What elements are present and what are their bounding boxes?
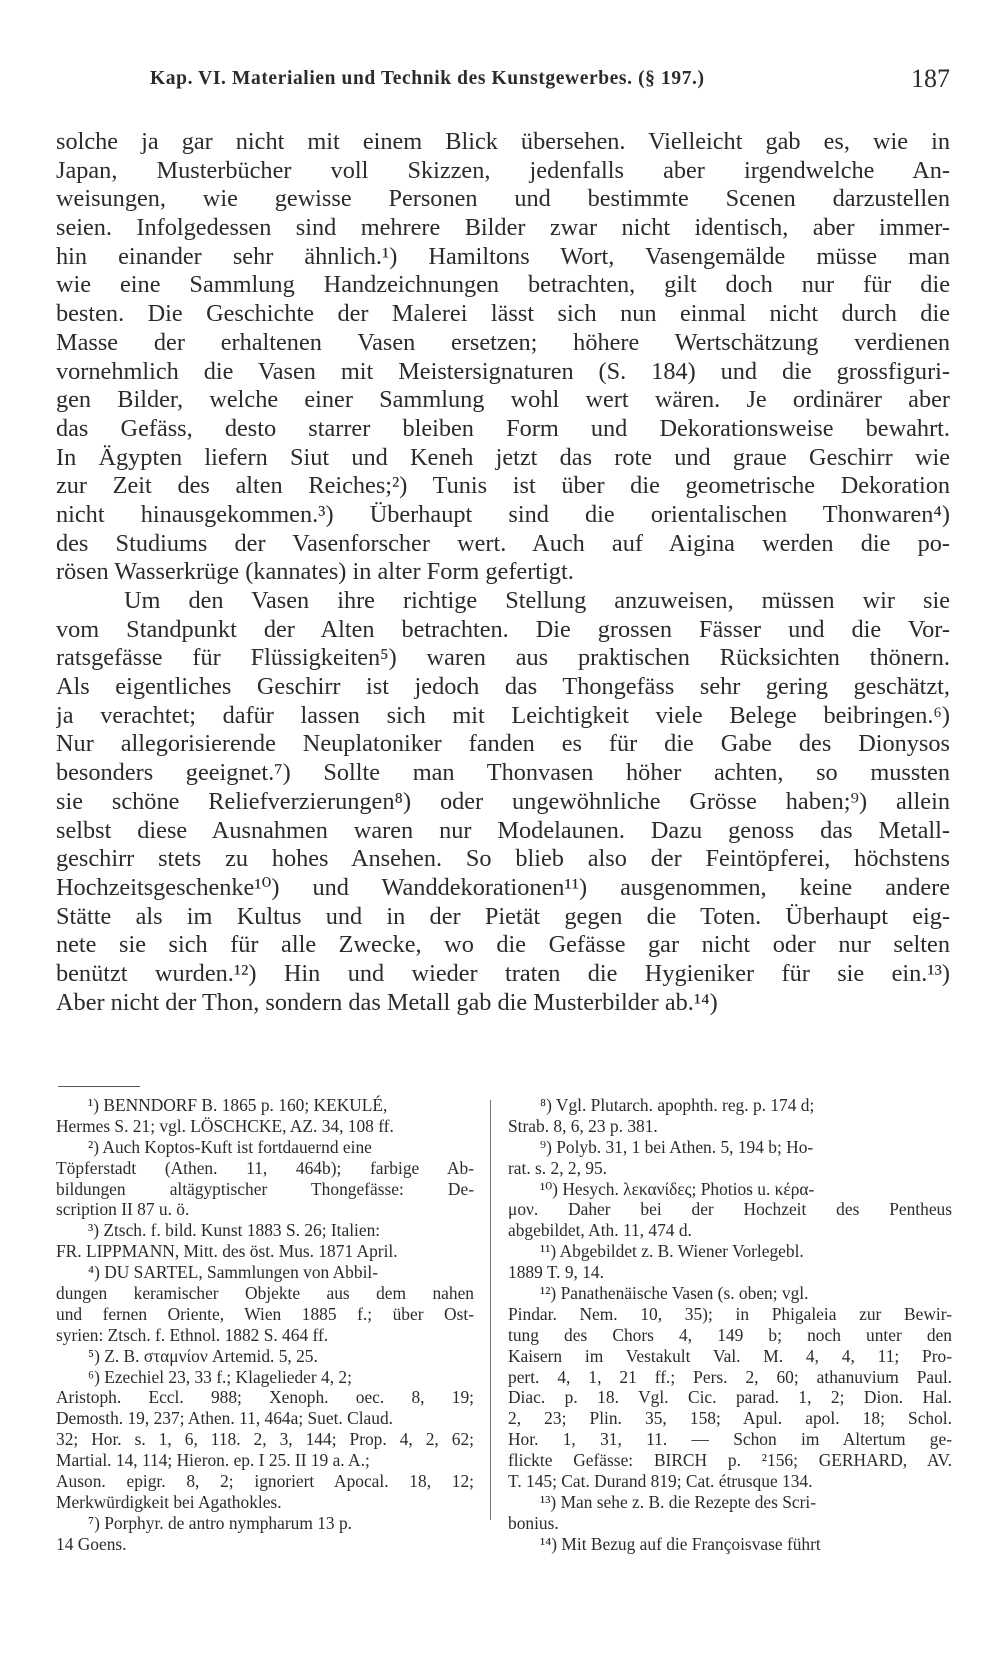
- footnote-line: Auson. epigr. 8, 2; ignoriert Apocal. 18, 12;: [56, 1471, 474, 1492]
- footnote-line: und fernen Oriente, Wien 1885 f.; über Ost-: [56, 1303, 474, 1324]
- text-line: nete sie sich für alle Zwecke, wo die Gefässe gar nicht oder nur selten: [56, 931, 950, 959]
- footnote-line: ⁹) Polyb. 31, 1 bei Athen. 5, 194 b; Ho-: [540, 1136, 814, 1157]
- footnote-line: ⁵) Z. B. σταμνίον Artemid. 5, 25.: [88, 1345, 318, 1366]
- text-line: Hochzeitsgeschenke¹⁰) und Wanddekorationen¹¹) ausgenommen, keine andere: [56, 873, 950, 901]
- footnote-line: ²) Auch Koptos-Kuft ist fortdauernd eine: [88, 1136, 372, 1157]
- footnote-line: bildungen altägyptischer Thongefässe: De-: [56, 1178, 474, 1199]
- running-header: [150, 64, 950, 96]
- footnote-line: Töpferstadt (Athen. 11, 464b); farbige Ab-: [56, 1157, 474, 1178]
- footnote-line: rat. s. 2, 2, 95.: [508, 1157, 608, 1178]
- footnote-line: Martial. 14, 114; Hieron. ep. I 25. II 19 a. A.;: [56, 1450, 370, 1471]
- text-line: des Studiums der Vasenforscher wert. Auch auf Aigina werden die po-: [56, 529, 950, 557]
- text-line: hin einander sehr ähnlich.¹) Hamiltons Wort, Vasengemälde müsse man: [56, 242, 950, 270]
- footnote-line: μον. Daher bei der Hochzeit des Pentheus: [508, 1199, 952, 1220]
- footnote-line: pert. 4, 1, 21 ff.; Pers. 2, 60; athanuvium Paul.: [508, 1366, 952, 1387]
- text-line: ratsgefässe für Flüssigkeiten⁵) waren aus praktischen Rücksichten thönern.: [56, 644, 950, 672]
- text-line: gen Bilder, welche einer Sammlung wohl wert wären. Je ordinärer aber: [56, 386, 950, 414]
- footnote-line: dungen keramischer Objekte aus dem nahen: [56, 1283, 474, 1304]
- text-line: Stätte als im Kultus und in der Pietät gegen die Toten. Überhaupt eig-: [56, 902, 950, 930]
- footnote-line: ⁸) Vgl. Plutarch. apophth. reg. p. 174 d;: [540, 1095, 815, 1115]
- footnote-line: 1889 T. 9, 14.: [508, 1262, 604, 1283]
- main-text: [56, 128, 950, 1017]
- text-line: besten. Die Geschichte der Malerei lässt sich nun einmal nicht durch die: [56, 300, 950, 328]
- footnote-line: Pindar. Nem. 10, 35); in Phigaleia zur Bewir-: [508, 1303, 952, 1324]
- footnote-line: ¹³) Man sehe z. B. die Rezepte des Scri-: [540, 1491, 817, 1512]
- text-line: wie eine Sammlung Handzeichnungen betrachten, gilt doch nur für die: [56, 271, 950, 299]
- footnote-line: scription II 87 u. ö.: [56, 1199, 190, 1220]
- text-line: Um den Vasen ihre richtige Stellung anzuweisen, müssen wir sie: [124, 587, 950, 614]
- text-line: rösen Wasserkrüge (kannates) in alter Form gefertigt.: [56, 558, 574, 586]
- footnote-line: Aristoph. Eccl. 988; Xenoph. oec. 8, 19;: [56, 1387, 474, 1408]
- footnote-line: Diac. p. 18. Vgl. Cic. parad. 1, 2; Dion. Hal.: [508, 1387, 952, 1408]
- text-line: selbst diese Ausnahmen waren nur Modelaunen. Dazu genoss das Metall-: [56, 816, 950, 844]
- footnote-line: T. 145; Cat. Durand 819; Cat. étrusque 134.: [508, 1471, 813, 1492]
- text-line: zur Zeit des alten Reiches;²) Tunis ist über die geometrische Dekoration: [56, 472, 950, 500]
- text-line: vom Standpunkt der Alten betrachten. Die grossen Fässer und die Vor-: [56, 615, 950, 643]
- footnote-line: ⁷) Porphyr. de antro nympharum 13 p.: [88, 1512, 352, 1533]
- text-line: In Ägypten liefern Siut und Keneh jetzt das rote und graue Geschirr wie: [56, 443, 950, 471]
- footnote-line: ¹⁰) Hesych. λεκανίδες; Photios u. κέρα-: [540, 1178, 815, 1199]
- text-line: seien. Infolgedessen sind mehrere Bilder zwar nicht identisch, aber immer-: [56, 214, 950, 242]
- footnote-separator: [58, 1086, 140, 1087]
- footnote-line: bonius.: [508, 1512, 559, 1533]
- text-line: ja verachtet; dafür lassen sich mit Leichtigkeit viele Belege beibringen.⁶): [56, 701, 950, 729]
- text-line: solche ja gar nicht mit einem Blick übersehen. Vielleicht gab es, wie in: [56, 128, 950, 155]
- text-line: geschirr stets zu hohes Ansehen. So blieb also der Feintöpferei, höchstens: [56, 845, 950, 873]
- footnote-line: flickte Gefässe: BIRCH p. ²156; GERHARD, AV.: [508, 1450, 952, 1471]
- footnotes-right-column: [508, 1095, 952, 1555]
- footnote-line: Hermes S. 21; vgl. LÖSCHCKE, AZ. 34, 108 ff.: [56, 1115, 394, 1136]
- footnote-line: Merkwürdigkeit bei Agathokles.: [56, 1491, 282, 1512]
- text-line: besonders geeignet.⁷) Sollte man Thonvasen höher achten, so mussten: [56, 759, 950, 787]
- text-line: Japan, Musterbücher voll Skizzen, jedenfalls aber irgendwelche An-: [56, 156, 950, 184]
- footnote-line: ¹⁴) Mit Bezug auf die Françoisvase führt: [540, 1533, 821, 1554]
- footnote-line: 14 Goens.: [56, 1533, 127, 1554]
- footnote-line: ¹²) Panathenäische Vasen (s. oben; vgl.: [540, 1283, 809, 1304]
- footnote-line: ¹) BENNDORF B. 1865 p. 160; KEKULÉ,: [88, 1095, 388, 1115]
- footnote-line: ³) Ztsch. f. bild. Kunst 1883 S. 26; Italien:: [88, 1220, 381, 1241]
- footnotes-left-column: [56, 1095, 474, 1555]
- footnote-line: Strab. 8, 6, 23 p. 381.: [508, 1115, 658, 1136]
- footnote-line: Kaisern im Vestakult Val. M. 4, 4, 11; Pro-: [508, 1345, 952, 1366]
- footnote-line: abgebildet, Ath. 11, 474 d.: [508, 1220, 692, 1241]
- footnote-line: Hor. 1, 31, 11. — Schon im Altertum ge-: [508, 1429, 952, 1450]
- footnote-line: ⁴) DU SARTEL, Sammlungen von Abbil-: [88, 1262, 379, 1283]
- footnote-line: 32; Hor. s. 1, 6, 118. 2, 3, 144; Prop. 4, 2, 62;: [56, 1429, 474, 1450]
- footnote-line: ¹¹) Abgebildet z. B. Wiener Vorlegebl.: [540, 1241, 804, 1262]
- page-number: 187: [911, 64, 950, 93]
- text-line: Aber nicht der Thon, sondern das Metall gab die Musterbilder ab.¹⁴): [56, 988, 718, 1016]
- text-line: das Gefäss, desto starrer bleiben Form und Dekorationsweise bewahrt.: [56, 414, 950, 442]
- footnote-line: tung des Chors 4, 149 b; noch unter den: [508, 1324, 952, 1345]
- footnote-column-divider: [490, 1100, 491, 1520]
- text-line: sie schöne Reliefverzierungen⁸) oder ungewöhnliche Grösse haben;⁹) allein: [56, 787, 950, 815]
- footnote-line: syrien: Ztsch. f. Ethnol. 1882 S. 464 ff.: [56, 1324, 329, 1345]
- text-line: Masse der erhaltenen Vasen ersetzen; höhere Wertschätzung verdienen: [56, 328, 950, 356]
- text-line: nicht hinausgekommen.³) Überhaupt sind die orientalischen Thonwaren⁴): [56, 500, 950, 528]
- text-line: vornehmlich die Vasen mit Meistersignaturen (S. 184) und die grossfiguri-: [56, 357, 950, 385]
- text-line: weisungen, wie gewisse Personen und bestimmte Scenen darzustellen: [56, 185, 950, 213]
- text-line: Nur allegorisierende Neuplatoniker fanden es für die Gabe des Dionysos: [56, 730, 950, 758]
- footnote-line: 2, 23; Plin. 35, 158; Apul. apol. 18; Schol.: [508, 1408, 952, 1429]
- footnote-line: FR. LIPPMANN, Mitt. des öst. Mus. 1871 April.: [56, 1241, 398, 1262]
- footnote-line: ⁶) Ezechiel 23, 33 f.; Klagelieder 4, 2;: [88, 1366, 352, 1387]
- text-line: Als eigentliches Geschirr ist jedoch das Thongefäss sehr gering geschätzt,: [56, 673, 950, 701]
- footnote-line: Demosth. 19, 237; Athen. 11, 464a; Suet. Claud.: [56, 1408, 394, 1429]
- text-line: benützt wurden.¹²) Hin und wieder traten die Hygieniker für sie ein.¹³): [56, 959, 950, 987]
- chapter-heading: Kap. VI. Materialien und Technik des Kunstgewerbes. (§ 197.): [150, 68, 705, 89]
